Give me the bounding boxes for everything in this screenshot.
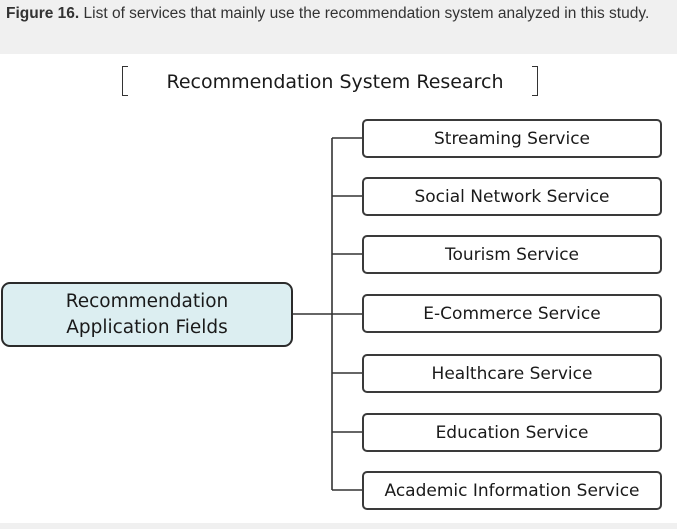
diagram-title: Recommendation System Research bbox=[166, 71, 504, 93]
title-bracket-left bbox=[122, 66, 128, 96]
figure-label: Figure 16. bbox=[6, 5, 80, 22]
service-node-ecommerce: E-Commerce Service bbox=[362, 294, 662, 333]
title-bracket-right bbox=[532, 66, 538, 96]
service-node-streaming: Streaming Service bbox=[362, 119, 662, 158]
root-node-application-fields: Recommendation Application Fields bbox=[1, 282, 293, 347]
service-node-tourism: Tourism Service bbox=[362, 235, 662, 274]
service-node-social-network: Social Network Service bbox=[362, 177, 662, 216]
service-node-academic-information: Academic Information Service bbox=[362, 471, 662, 510]
figure-caption-text: List of services that mainly use the recommendation system analyzed in this study. bbox=[79, 5, 650, 22]
service-node-education: Education Service bbox=[362, 413, 662, 452]
service-node-healthcare: Healthcare Service bbox=[362, 354, 662, 393]
